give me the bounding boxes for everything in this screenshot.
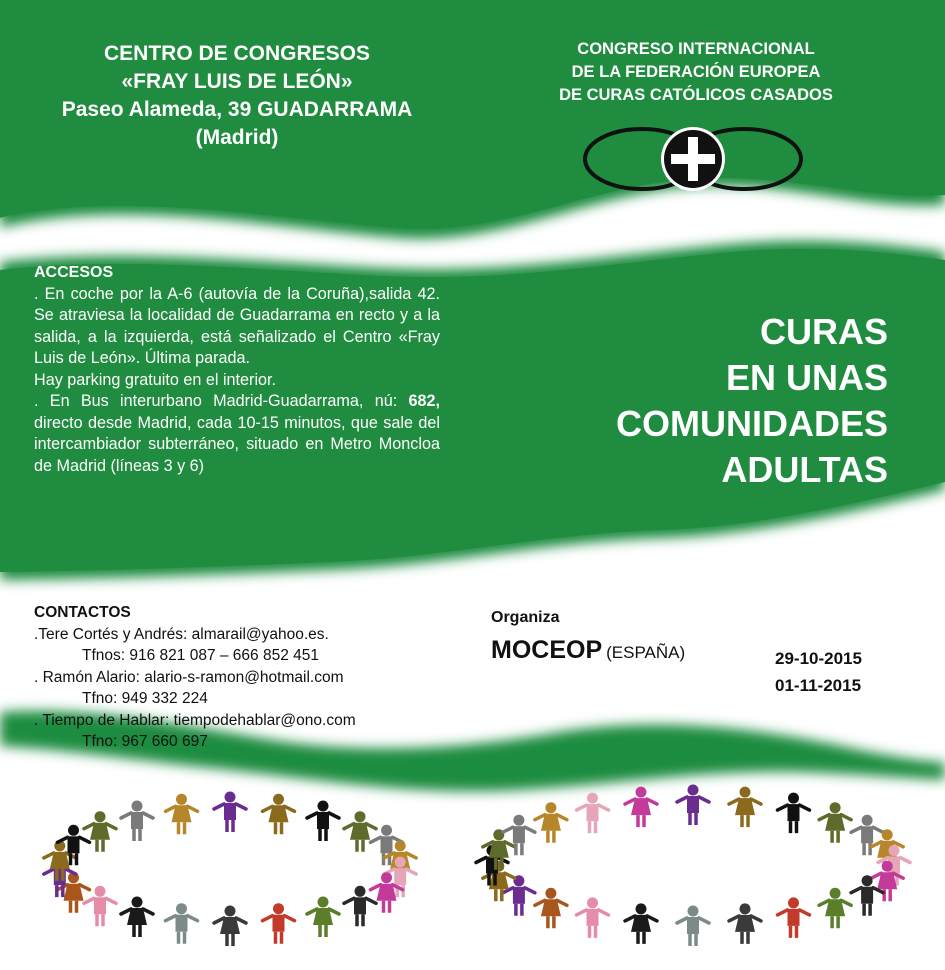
title-line-4: ADULTAS <box>721 449 888 490</box>
person-figure <box>729 903 761 944</box>
person-figure <box>577 793 609 834</box>
person-figure <box>263 903 295 944</box>
venue-line-4: (Madrid) <box>195 126 279 149</box>
person-figure <box>307 897 339 938</box>
person-figure <box>577 897 609 938</box>
person-figure <box>503 875 535 916</box>
person-figure <box>729 787 761 828</box>
accesos-heading: ACCESOS <box>34 264 114 281</box>
person-figure <box>851 875 883 916</box>
contactos-section <box>34 602 464 753</box>
title-line-1: CURAS <box>759 311 888 352</box>
person-figure <box>535 802 567 843</box>
accesos-bus-start: . En Bus interurbano Madrid-Guadarrama, nú: <box>34 392 398 410</box>
contact-2: . Ramón Alario: alario-s-ramon@hotmail.com <box>34 668 344 686</box>
accesos-parking-text: Hay parking gratuito en el interior. <box>34 370 277 389</box>
person-figure <box>677 785 709 826</box>
person-figure <box>214 906 246 947</box>
person-figure <box>819 888 851 929</box>
person-figure <box>535 888 567 929</box>
organizer-country: (ESPAÑA) <box>606 643 686 662</box>
person-figure <box>121 897 153 938</box>
people-circle-icon <box>474 783 912 948</box>
organizer-name <box>491 636 685 665</box>
contactos-heading: CONTACTOS <box>34 604 131 621</box>
title-line-2: EN UNAS <box>725 357 888 398</box>
accesos-car-text: . En coche por la A-6 (autovía de la Coruña),salida 42. Se atraviesa la localidad de Guadarrama en recto y a la salida, a la izquierda, está señalizado el Centro «Fray Luis de León». Última parada. <box>34 284 440 367</box>
venue-block <box>20 40 454 152</box>
person-figure <box>625 787 657 828</box>
congress-line-2: DE LA FEDERACIÓN EUROPEA <box>571 63 821 81</box>
person-figure <box>851 815 883 856</box>
person-figure <box>166 903 198 944</box>
person-figure <box>166 794 198 835</box>
accesos-bus-text <box>34 391 440 477</box>
congress-line-1: CONGRESO INTERNACIONAL <box>577 40 815 58</box>
people-circle-icon <box>40 790 420 948</box>
contact-2-phone: Tfno: 949 332 224 <box>82 690 208 707</box>
venue-line-1: CENTRO DE CONGRESOS <box>103 42 371 65</box>
person-figure <box>307 801 339 842</box>
contact-3-phone: Tfno: 967 660 697 <box>82 733 208 750</box>
organizer-acronym: MOCEOP <box>491 636 603 664</box>
person-figure <box>84 886 116 927</box>
date-end: 01-11-2015 <box>775 676 862 695</box>
person-figure <box>778 897 810 938</box>
person-figure <box>503 815 535 856</box>
accesos-bus-number: 682, <box>408 392 440 410</box>
person-figure <box>344 811 376 852</box>
person-figure <box>625 903 657 944</box>
person-figure <box>344 886 376 927</box>
person-figure <box>121 801 153 842</box>
contact-1-phone: Tfnos: 916 821 087 – 666 852 451 <box>82 647 320 664</box>
organiza-label: Organiza <box>491 609 560 626</box>
date-start: 29-10-2015 <box>775 649 862 668</box>
person-figure <box>214 792 246 833</box>
contact-1: .Tere Cortés y Andrés: almarail@yahoo.es. <box>34 625 329 643</box>
accesos-bus-end: directo desde Madrid, cada 10-15 minutos, que sale del intercambiador subterráneo, situado en Metro Moncloa de Madrid (líneas 3 y 6) <box>34 413 440 475</box>
person-figure <box>263 794 295 835</box>
accesos-section <box>34 262 440 477</box>
venue-line-3: Paseo Alameda, 39 GUADARRAMA <box>61 98 413 121</box>
title-line-3: COMUNIDADES <box>615 403 888 444</box>
event-dates <box>775 645 862 699</box>
person-figure <box>84 811 116 852</box>
cross-in-circle-icon <box>582 124 804 194</box>
contact-3: . Tiempo de Hablar: tiempodehablar@ono.com <box>34 711 356 729</box>
congress-line-3: DE CURAS CATÓLICOS CASADOS <box>559 86 833 104</box>
venue-line-2: «FRAY LUIS DE LEÓN» <box>121 70 353 93</box>
person-figure <box>819 802 851 843</box>
person-figure <box>677 906 709 947</box>
congress-heading <box>520 38 872 107</box>
person-figure <box>778 793 810 834</box>
main-title <box>616 309 888 493</box>
